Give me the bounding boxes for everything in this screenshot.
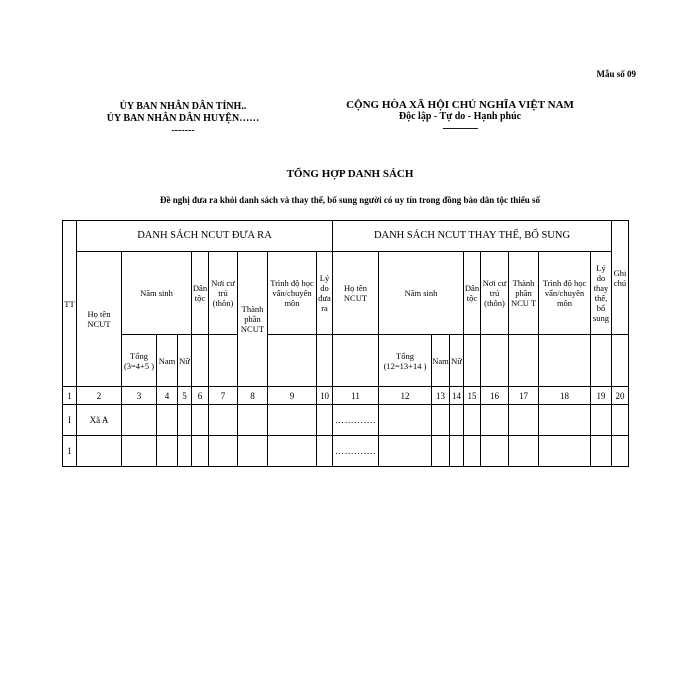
group-header-right: DANH SÁCH NCUT THAY THẾ, BỔ SUNG xyxy=(333,221,612,252)
left-header-line3: ------- xyxy=(171,125,195,136)
empty-cell xyxy=(481,335,509,387)
empty-cell xyxy=(209,335,238,387)
empty-cell[interactable] xyxy=(612,405,629,436)
column-number: 7 xyxy=(209,387,238,405)
right-header xyxy=(330,99,590,135)
empty-cell[interactable] xyxy=(509,405,539,436)
column-number: 5 xyxy=(178,387,192,405)
nam-left-header: Nam xyxy=(157,335,178,387)
empty-cell xyxy=(591,335,612,387)
empty-cell[interactable] xyxy=(178,405,192,436)
nu-left-header: Nữ xyxy=(178,335,192,387)
empty-cell[interactable] xyxy=(464,436,481,467)
empty-cell[interactable] xyxy=(268,436,317,467)
empty-cell[interactable] xyxy=(268,405,317,436)
empty-cell[interactable] xyxy=(481,436,509,467)
ghi-chu-header: Ghi chú xyxy=(612,221,629,335)
empty-cell[interactable] xyxy=(317,405,333,436)
empty-cell[interactable] xyxy=(157,436,178,467)
empty-cell[interactable] xyxy=(209,436,238,467)
tong-left-header: Tổng (3=4+5 ) xyxy=(122,335,157,387)
column-number: 12 xyxy=(379,387,432,405)
column-number: 8 xyxy=(238,387,268,405)
tt-header: TT xyxy=(63,221,77,387)
empty-cell[interactable] xyxy=(509,436,539,467)
empty-cell xyxy=(268,335,317,387)
column-number: 14 xyxy=(450,387,464,405)
trinh-do-right-header: Trình độ học vấn/chuyên môn xyxy=(539,252,591,335)
empty-cell[interactable] xyxy=(238,436,268,467)
nam-sinh-left-header: Năm sinh xyxy=(122,252,192,335)
empty-cell xyxy=(317,335,333,387)
empty-cell[interactable] xyxy=(450,436,464,467)
empty-cell[interactable] xyxy=(591,436,612,467)
empty-cell[interactable] xyxy=(450,405,464,436)
empty-cell[interactable] xyxy=(539,436,591,467)
table-row xyxy=(63,436,629,467)
empty-cell xyxy=(509,335,539,387)
document-subtitle: Đề nghị đưa ra khỏi danh sách và thay thế, bổ sung người có uy tín trong đồng bào dân tộc thiểu số xyxy=(160,195,540,205)
empty-cell xyxy=(333,335,379,387)
table-row xyxy=(63,405,629,436)
empty-cell[interactable] xyxy=(209,405,238,436)
row-name xyxy=(77,436,122,467)
column-number: 11 xyxy=(333,387,379,405)
empty-cell[interactable] xyxy=(432,436,450,467)
column-number: 9 xyxy=(268,387,317,405)
column-number: 10 xyxy=(317,387,333,405)
column-number: 15 xyxy=(464,387,481,405)
ho-ten-right-header: Họ tên NCUT xyxy=(333,252,379,335)
row-dots[interactable]: …………. xyxy=(333,405,379,436)
national-motto: Độc lập - Tự do - Hạnh phúc xyxy=(398,111,522,122)
column-number: 6 xyxy=(192,387,209,405)
left-header-line2: ỦY BAN NHÂN DÂN HUYỆN…… xyxy=(106,113,260,124)
empty-cell[interactable] xyxy=(122,405,157,436)
tong-right-header: Tổng (12=13+14 ) xyxy=(379,335,432,387)
empty-cell[interactable] xyxy=(238,405,268,436)
noi-cu-tru-left-header: Nơi cư trú (thôn) xyxy=(209,252,238,335)
left-header-line1: ỦY BAN NHÂN DÂN TỈNH.. xyxy=(119,101,247,112)
column-number: 4 xyxy=(157,387,178,405)
dan-toc-right-header: Dân tộc xyxy=(464,252,481,335)
empty-cell[interactable] xyxy=(192,436,209,467)
column-number: 13 xyxy=(432,387,450,405)
column-number: 20 xyxy=(612,387,629,405)
column-number: 19 xyxy=(591,387,612,405)
form-number: Mẫu số 09 xyxy=(596,69,636,79)
dan-toc-left-header: Dân tộc xyxy=(192,252,209,335)
nam-sinh-right-header: Năm sinh xyxy=(379,252,464,335)
column-number: 18 xyxy=(539,387,591,405)
empty-cell xyxy=(192,335,209,387)
empty-cell xyxy=(612,335,629,387)
empty-cell[interactable] xyxy=(591,405,612,436)
ho-ten-left-header: Họ tên NCUT xyxy=(77,252,122,387)
empty-cell[interactable] xyxy=(379,405,432,436)
national-divider: --------------- xyxy=(442,123,478,134)
empty-cell[interactable] xyxy=(379,436,432,467)
empty-cell[interactable] xyxy=(539,405,591,436)
row-name: Xã A xyxy=(77,405,122,436)
nam-right-header: Nam xyxy=(432,335,450,387)
national-title: CỘNG HÒA XÃ HỘI CHỦ NGHĨA VIỆT NAM xyxy=(346,99,574,111)
empty-cell[interactable] xyxy=(464,405,481,436)
column-number: 3 xyxy=(122,387,157,405)
left-header xyxy=(70,101,296,137)
empty-cell xyxy=(464,335,481,387)
empty-cell[interactable] xyxy=(317,436,333,467)
empty-cell xyxy=(539,335,591,387)
ly-do-right-header: Lý do thay thế, bổ sung xyxy=(591,252,612,335)
empty-cell[interactable] xyxy=(612,436,629,467)
row-dots[interactable]: …………. xyxy=(333,436,379,467)
column-number: 1 xyxy=(63,387,77,405)
ly-do-left-header: Lý do đưa ra xyxy=(317,252,333,335)
trinh-do-left-header: Trình độ học vấn/chuyên môn xyxy=(268,252,317,335)
row-tt: 1 xyxy=(63,436,77,467)
summary-table xyxy=(62,220,629,467)
noi-cu-tru-right-header: Nơi cư trú (thôn) xyxy=(481,252,509,335)
empty-cell[interactable] xyxy=(157,405,178,436)
thanh-phan-right-header: Thành phần NCU T xyxy=(509,252,539,335)
column-number: 2 xyxy=(77,387,122,405)
nu-right-header: Nữ xyxy=(450,335,464,387)
row-tt: I xyxy=(63,405,77,436)
column-number: 16 xyxy=(481,387,509,405)
empty-cell[interactable] xyxy=(192,405,209,436)
thanh-phan-left-header: Thành phần NCUT xyxy=(238,252,268,387)
column-number: 17 xyxy=(509,387,539,405)
group-header-left: DANH SÁCH NCUT ĐƯA RA xyxy=(77,221,333,252)
empty-cell[interactable] xyxy=(432,405,450,436)
empty-cell[interactable] xyxy=(481,405,509,436)
empty-cell[interactable] xyxy=(178,436,192,467)
empty-cell[interactable] xyxy=(122,436,157,467)
document-title: TỔNG HỢP DANH SÁCH xyxy=(286,168,414,180)
